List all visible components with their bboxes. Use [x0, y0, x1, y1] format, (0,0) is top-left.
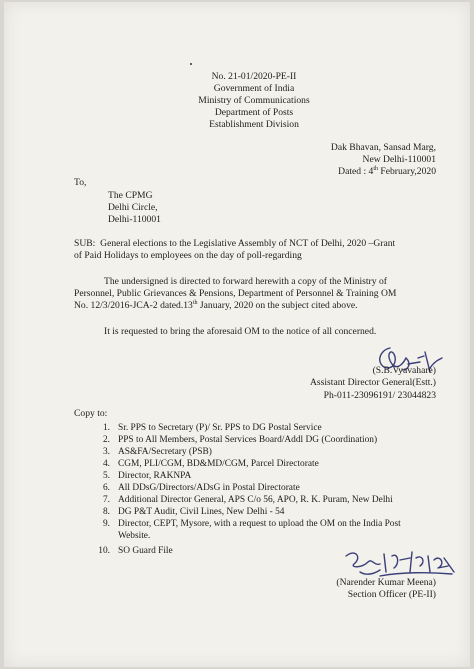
signatory-name: (S.B.Vyavahare) [372, 365, 436, 376]
body-para1-line3: No. 12/3/2016-JCA-2 dated.13th January, 2020 on the subject cited above. [74, 299, 358, 311]
document-date: Dated : 4th February,2020 [338, 165, 436, 177]
signatory-title: Assistant Director General(Estt.) [309, 377, 436, 388]
to-label: To, [74, 177, 87, 188]
body-para1-line2: Personnel, Public Grievances & Pensions, Department of Personnel & Training OM [74, 288, 397, 299]
body-para2: It is requested to bring the aforesaid OM to the notice of all concerned. [104, 326, 377, 337]
address-line-1: Dak Bhavan, Sansad Marg, [330, 142, 436, 153]
signatory-phone: Ph-011-23096191/ 23044823 [323, 390, 436, 401]
recipient-line-1: The CPMG [108, 190, 153, 201]
header-division: Establishment Division [209, 119, 299, 130]
section-officer-title: Section Officer (PE-II) [347, 589, 436, 600]
copy-to-label: Copy to: [74, 408, 108, 419]
subject-line-2: of Paid Holidays to employees on the day of poll-regarding [74, 250, 302, 261]
file-number: No. 21-01/2020-PE-II [211, 71, 297, 82]
body-para1-line1: The undersigned is directed to forward herewith a copy of the Ministry of [104, 276, 387, 287]
address-line-2: New Delhi-110001 [362, 154, 436, 165]
header-department: Department of Posts [214, 107, 294, 118]
subject-line-1: SUB: General elections to the Legislative Assembly of NCT of Delhi, 2020 –Grant [74, 238, 396, 249]
scan-speck [190, 63, 192, 65]
header-ministry: Ministry of Communications [198, 95, 310, 106]
recipient-line-3: Delhi-110001 [108, 214, 161, 225]
recipient-line-2: Delhi Circle, [108, 202, 158, 213]
section-officer-name: (Narender Kumar Meena) [336, 577, 436, 588]
document-page: No. 21-01/2020-PE-II Government of India Ministry of Communications Department of Posts Establishment Division Dak Bhavan, Sansad Marg, New Delhi-110001 Dated : 4th February,2020 To, The CPMG Delhi Circle, Delhi-110001 SUB: General elections to the Legislative Assembly of NCT of Delhi, 2020 –Grant of Paid Holidays to employees on the day of poll-regarding The undersigned is directed to forward herewith a copy of the Ministry of Personnel, Public Grievances & Pensions, Department of Personnel & Training OM No. 12/3/2016-JCA-2 dated.13th January, 2020 on the subject cited above. It is requested to bring the aforesaid OM to the notice of all concerned. (S.B.Vyavahare) Assistant Director General(Estt.) Ph-011-23096191/ 23044823 Copy to: 1. Sr. PPS to Secretary (P)/ Sr. PPS to DG Postal Service 2. PPS to All Members, Postal Services Board/Addl DG (Coordination) 3. AS&FA/Secretary (PSB) 4. CGM, PLI/CGM, BD&MD/CGM, Parcel Directorate 5. Director, RAKNPA 6. All DDsG/Directors/ADsG in Postal Directorate 7. Additional Director General, APS C/o 56, APO, R. K. Puram, New Delhi 8. DG P&T Audit, Civil Lines, New Delhi - 54 9. Director, CEPT, Mysore, with a request to upload the OM on the India Post Website. 10. SO Guard File (Narender Kumar Meena) Section Officer (PE-II) [4, 2, 470, 667]
header-government: Government of India [213, 83, 295, 94]
